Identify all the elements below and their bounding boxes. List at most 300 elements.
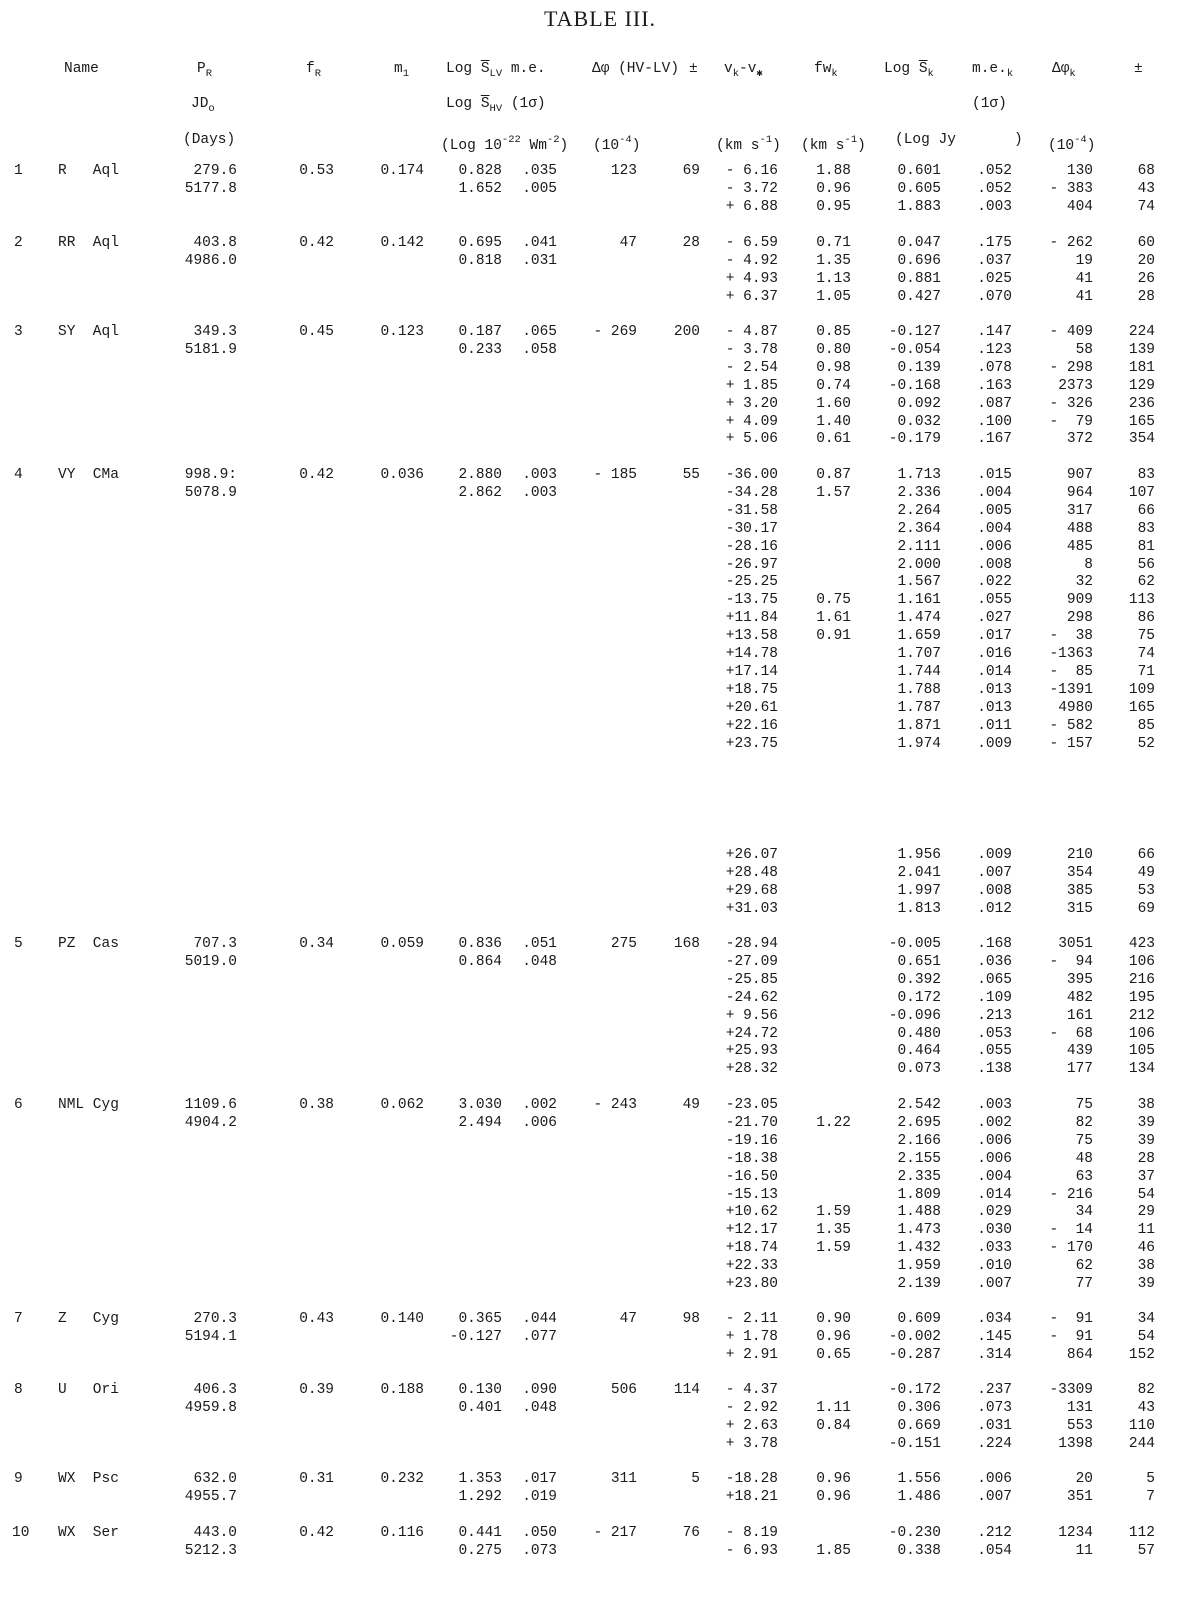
phase-cell: 34 xyxy=(1075,1204,1093,1221)
log-shv-cell: -0.127 xyxy=(449,1328,502,1345)
star-number: 1 xyxy=(14,163,23,179)
error-cell: .052 xyxy=(977,180,1012,197)
phase-cell: 8 xyxy=(1084,556,1093,573)
star-name: NML Cyg xyxy=(58,1097,119,1113)
dphi-error-cell: 55 xyxy=(682,467,700,483)
log-shv-cell: 1.652 xyxy=(458,180,502,197)
error-cell: .224 xyxy=(977,1435,1012,1452)
phase-cell: 131 xyxy=(1066,1399,1093,1416)
error-cell: .123 xyxy=(977,341,1012,358)
star-name: U Ori xyxy=(58,1382,119,1398)
error-cell: .055 xyxy=(977,592,1012,609)
velocity-cell: - 2.11 xyxy=(725,1311,778,1327)
period-cell: 403.8 xyxy=(193,235,237,251)
error-cell: .008 xyxy=(977,882,1012,899)
dphi-cell: - 185 xyxy=(593,467,637,483)
velocity-cell: -28.94 xyxy=(725,936,778,952)
velocity-cell: +23.80 xyxy=(725,1276,778,1292)
phase-cell: 75 xyxy=(1075,1132,1093,1149)
phase-cell: 439 xyxy=(1066,1043,1093,1060)
header-log-sk: Log $\overline{S}_k$ xyxy=(884,61,934,80)
velocity-cell: -18.38 xyxy=(725,1150,778,1167)
phase-cell: 909 xyxy=(1066,592,1093,609)
error-cell: .027 xyxy=(977,610,1012,627)
phase-error-cell: 56 xyxy=(1137,556,1155,573)
velocity-cell: +13.58 xyxy=(725,628,778,645)
dphi-cell: 47 xyxy=(619,1311,637,1327)
velocity-cell: - 8.19 xyxy=(725,1525,778,1541)
velocity-cell: +25.93 xyxy=(725,1043,778,1060)
error-cell: .065 xyxy=(977,971,1012,988)
phase-error-cell: 39 xyxy=(1137,1114,1155,1131)
velocity-cell: -15.13 xyxy=(725,1186,778,1203)
phase-cell: - 582 xyxy=(1049,717,1093,734)
phase-error-cell: 54 xyxy=(1137,1328,1155,1345)
phase-error-cell: 139 xyxy=(1128,341,1155,358)
velocity-cell: + 2.91 xyxy=(725,1346,778,1363)
error-cell: .009 xyxy=(977,735,1012,752)
phase-cell: - 85 xyxy=(1049,663,1093,680)
header-pm-2: ± xyxy=(1134,61,1143,77)
log-flux-cell: 1.883 xyxy=(897,198,941,215)
error-cell: .055 xyxy=(977,1043,1012,1060)
velocity-cell: -18.28 xyxy=(725,1471,778,1487)
phase-cell: 41 xyxy=(1075,270,1093,287)
error-cell: .005 xyxy=(977,502,1012,519)
velocity-cell: + 1.78 xyxy=(725,1328,778,1345)
star-number: 4 xyxy=(14,467,23,483)
jd-cell: 5078.9 xyxy=(184,484,237,501)
fr-cell: 0.31 xyxy=(299,1471,334,1487)
jd-cell: 5177.8 xyxy=(184,180,237,197)
log-flux-cell: 1.161 xyxy=(897,592,941,609)
log-flux-cell: -0.230 xyxy=(888,1525,941,1541)
log-slv-cell: 3.030 xyxy=(458,1097,502,1113)
phase-cell: 351 xyxy=(1066,1488,1093,1505)
phase-error-cell: 68 xyxy=(1137,163,1155,179)
error-cell: .004 xyxy=(977,520,1012,537)
star-number: 7 xyxy=(14,1311,23,1327)
velocity-cell: -25.85 xyxy=(725,971,778,988)
fr-cell: 0.45 xyxy=(299,324,334,340)
dphi-cell: 275 xyxy=(610,936,637,952)
period-cell: 406.3 xyxy=(193,1382,237,1398)
shv-error-cell: .019 xyxy=(522,1488,557,1505)
phase-cell: 32 xyxy=(1075,574,1093,591)
error-cell: .037 xyxy=(977,252,1012,269)
log-flux-cell: 1.488 xyxy=(897,1204,941,1221)
error-cell: .022 xyxy=(977,574,1012,591)
log-flux-cell: 2.695 xyxy=(897,1114,941,1131)
phase-error-cell: 134 xyxy=(1128,1061,1155,1078)
slv-error-cell: .050 xyxy=(522,1525,557,1541)
width-cell: 1.35 xyxy=(816,252,851,269)
star-name: SY Aql xyxy=(58,324,119,340)
header-days: (Days) xyxy=(183,132,236,148)
star-name: RR Aql xyxy=(58,235,119,251)
phase-error-cell: 212 xyxy=(1128,1007,1155,1024)
log-flux-cell: 1.567 xyxy=(897,574,941,591)
phase-cell: - 14 xyxy=(1049,1222,1093,1239)
width-cell: 1.35 xyxy=(816,1222,851,1239)
width-cell: 1.11 xyxy=(816,1399,851,1416)
velocity-cell: +28.48 xyxy=(725,864,778,881)
error-cell: .147 xyxy=(977,324,1012,340)
m1-cell: 0.188 xyxy=(380,1382,424,1398)
error-cell: .087 xyxy=(977,395,1012,412)
shv-error-cell: .048 xyxy=(522,953,557,970)
log-flux-cell: 2.041 xyxy=(897,864,941,881)
width-cell: 1.05 xyxy=(816,288,851,305)
velocity-cell: - 3.78 xyxy=(725,341,778,358)
velocity-cell: - 4.92 xyxy=(725,252,778,269)
shv-error-cell: .077 xyxy=(522,1328,557,1345)
phase-error-cell: 60 xyxy=(1137,235,1155,251)
velocity-cell: -34.28 xyxy=(725,484,778,501)
error-cell: .029 xyxy=(977,1204,1012,1221)
phase-error-cell: 71 xyxy=(1137,663,1155,680)
velocity-cell: +28.32 xyxy=(725,1061,778,1078)
phase-cell: 315 xyxy=(1066,900,1093,917)
phase-cell: 77 xyxy=(1075,1276,1093,1292)
velocity-cell: -25.25 xyxy=(725,574,778,591)
phase-error-cell: 152 xyxy=(1128,1346,1155,1363)
phase-cell: 488 xyxy=(1066,520,1093,537)
header-period: $P_R$ xyxy=(197,61,213,80)
header-dphi-unit: $(10^{-4})$ xyxy=(593,134,641,154)
log-flux-cell: 0.427 xyxy=(897,288,941,305)
period-cell: 279.6 xyxy=(193,163,237,179)
error-cell: .163 xyxy=(977,377,1012,394)
velocity-cell: +17.14 xyxy=(725,663,778,680)
phase-cell: - 409 xyxy=(1049,324,1093,340)
width-cell: 0.74 xyxy=(816,377,851,394)
log-flux-cell: 0.669 xyxy=(897,1417,941,1434)
log-flux-cell: 1.997 xyxy=(897,882,941,899)
phase-cell: - 298 xyxy=(1049,359,1093,376)
phase-error-cell: 28 xyxy=(1137,288,1155,305)
fr-cell: 0.42 xyxy=(299,1525,334,1541)
phase-error-cell: 75 xyxy=(1137,628,1155,645)
header-name: Name xyxy=(64,61,99,77)
log-flux-cell: 1.486 xyxy=(897,1488,941,1505)
slv-error-cell: .017 xyxy=(522,1471,557,1487)
velocity-cell: +22.33 xyxy=(725,1258,778,1275)
log-flux-cell: 1.788 xyxy=(897,681,941,698)
jd-cell: 5212.3 xyxy=(184,1542,237,1559)
log-slv-cell: 0.695 xyxy=(458,235,502,251)
star-name: WX Ser xyxy=(58,1525,119,1541)
velocity-cell: +29.68 xyxy=(725,882,778,899)
phase-cell: - 216 xyxy=(1049,1186,1093,1203)
error-cell: .007 xyxy=(977,1488,1012,1505)
width-cell: 1.57 xyxy=(816,484,851,501)
velocity-cell: +10.62 xyxy=(725,1204,778,1221)
velocity-cell: - 4.87 xyxy=(725,324,778,340)
error-cell: .168 xyxy=(977,936,1012,952)
phase-error-cell: 195 xyxy=(1128,989,1155,1006)
slv-error-cell: .041 xyxy=(522,235,557,251)
header-m1: $m_1$ xyxy=(394,61,410,80)
fr-cell: 0.42 xyxy=(299,235,334,251)
shv-error-cell: .005 xyxy=(522,180,557,197)
dphi-error-cell: 168 xyxy=(673,936,700,952)
dphi-error-cell: 69 xyxy=(682,163,700,179)
phase-cell: 482 xyxy=(1066,989,1093,1006)
width-cell: 0.71 xyxy=(816,235,851,251)
phase-cell: -1391 xyxy=(1049,681,1093,698)
star-name: PZ Cas xyxy=(58,936,119,952)
phase-error-cell: 354 xyxy=(1128,431,1155,448)
log-flux-cell: -0.005 xyxy=(888,936,941,952)
velocity-cell: + 4.93 xyxy=(725,270,778,287)
velocity-cell: -23.05 xyxy=(725,1097,778,1113)
velocity-cell: +23.75 xyxy=(725,735,778,752)
phase-cell: - 326 xyxy=(1049,395,1093,412)
phase-error-cell: 165 xyxy=(1128,413,1155,430)
velocity-cell: +18.21 xyxy=(725,1488,778,1505)
phase-cell: -1363 xyxy=(1049,646,1093,662)
log-shv-cell: 0.401 xyxy=(458,1399,502,1416)
log-shv-cell: 0.233 xyxy=(458,341,502,358)
log-flux-cell: 0.338 xyxy=(897,1542,941,1559)
width-cell: 1.59 xyxy=(816,1240,851,1257)
phase-cell: 404 xyxy=(1066,198,1093,215)
slv-error-cell: .051 xyxy=(522,936,557,952)
width-cell: 1.40 xyxy=(816,413,851,430)
header-mek: $m.e._k$ xyxy=(972,61,1014,80)
phase-cell: 20 xyxy=(1075,1471,1093,1487)
log-flux-cell: 1.959 xyxy=(897,1258,941,1275)
velocity-cell: + 2.63 xyxy=(725,1417,778,1434)
phase-error-cell: 74 xyxy=(1137,646,1155,662)
phase-cell: 48 xyxy=(1075,1150,1093,1167)
log-flux-cell: 1.809 xyxy=(897,1186,941,1203)
log-flux-cell: 1.707 xyxy=(897,646,941,662)
velocity-cell: -28.16 xyxy=(725,538,778,555)
phase-error-cell: 43 xyxy=(1137,1399,1155,1416)
phase-cell: 2373 xyxy=(1058,377,1093,394)
log-flux-cell: -0.179 xyxy=(888,431,941,448)
log-flux-cell: 1.744 xyxy=(897,663,941,680)
slv-error-cell: .003 xyxy=(522,467,557,483)
phase-cell: 1398 xyxy=(1058,1435,1093,1452)
phase-error-cell: 29 xyxy=(1137,1204,1155,1221)
velocity-cell: +20.61 xyxy=(725,699,778,716)
phase-error-cell: 38 xyxy=(1137,1097,1155,1113)
log-shv-cell: 0.818 xyxy=(458,252,502,269)
velocity-cell: -26.97 xyxy=(725,556,778,573)
period-cell: 270.3 xyxy=(193,1311,237,1327)
log-flux-cell: 0.047 xyxy=(897,235,941,251)
log-flux-cell: 0.032 xyxy=(897,413,941,430)
width-cell: 1.61 xyxy=(816,610,851,627)
error-cell: .073 xyxy=(977,1399,1012,1416)
error-cell: .013 xyxy=(977,699,1012,716)
phase-error-cell: 7 xyxy=(1146,1488,1155,1505)
phase-error-cell: 57 xyxy=(1137,1542,1155,1559)
dphi-cell: - 243 xyxy=(593,1097,637,1113)
star-number: 9 xyxy=(14,1471,23,1487)
velocity-cell: -31.58 xyxy=(725,502,778,519)
phase-cell: 161 xyxy=(1066,1007,1093,1024)
log-slv-cell: 0.441 xyxy=(458,1525,502,1541)
log-flux-cell: 0.605 xyxy=(897,180,941,197)
velocity-cell: -36.00 xyxy=(725,467,778,483)
error-cell: .033 xyxy=(977,1240,1012,1257)
log-flux-cell: 0.480 xyxy=(897,1025,941,1042)
phase-error-cell: 39 xyxy=(1137,1132,1155,1149)
log-flux-cell: -0.002 xyxy=(888,1328,941,1345)
header-log-slv: Log $\overline{S}_{LV}$ m.e. xyxy=(446,61,546,80)
phase-cell: - 38 xyxy=(1049,628,1093,645)
header-dphik: $\Delta\varphi_k$ xyxy=(1052,61,1076,80)
phase-error-cell: 26 xyxy=(1137,270,1155,287)
log-flux-cell: 2.542 xyxy=(897,1097,941,1113)
error-cell: .034 xyxy=(977,1311,1012,1327)
header-mek-sigma: (1σ) xyxy=(972,96,1007,112)
error-cell: .070 xyxy=(977,288,1012,305)
log-flux-cell: 2.155 xyxy=(897,1150,941,1167)
velocity-cell: - 6.59 xyxy=(725,235,778,251)
period-cell: 1109.6 xyxy=(184,1097,237,1113)
phase-cell: -3309 xyxy=(1049,1382,1093,1398)
shv-error-cell: .031 xyxy=(522,252,557,269)
phase-cell: 354 xyxy=(1066,864,1093,881)
log-flux-cell: 2.335 xyxy=(897,1168,941,1185)
error-cell: .078 xyxy=(977,359,1012,376)
log-flux-cell: -0.172 xyxy=(888,1382,941,1398)
error-cell: .053 xyxy=(977,1025,1012,1042)
error-cell: .016 xyxy=(977,646,1012,662)
phase-cell: 395 xyxy=(1066,971,1093,988)
fr-cell: 0.34 xyxy=(299,936,334,952)
phase-error-cell: 39 xyxy=(1137,1276,1155,1292)
phase-error-cell: 66 xyxy=(1137,502,1155,519)
error-cell: .010 xyxy=(977,1258,1012,1275)
phase-error-cell: 49 xyxy=(1137,864,1155,881)
phase-cell: 553 xyxy=(1066,1417,1093,1434)
phase-cell: 210 xyxy=(1066,847,1093,863)
log-flux-cell: -0.054 xyxy=(888,341,941,358)
width-cell: 0.65 xyxy=(816,1346,851,1363)
log-flux-cell: 0.392 xyxy=(897,971,941,988)
phase-cell: 41 xyxy=(1075,288,1093,305)
phase-cell: 130 xyxy=(1066,163,1093,179)
header-pm-1: ± xyxy=(689,61,698,77)
velocity-cell: +11.84 xyxy=(725,610,778,627)
phase-cell: 11 xyxy=(1075,1542,1093,1559)
velocity-cell: +14.78 xyxy=(725,646,778,662)
error-cell: .212 xyxy=(977,1525,1012,1541)
slv-error-cell: .044 xyxy=(522,1311,557,1327)
phase-error-cell: 244 xyxy=(1128,1435,1155,1452)
phase-cell: - 170 xyxy=(1049,1240,1093,1257)
error-cell: .314 xyxy=(977,1346,1012,1363)
width-cell: 1.88 xyxy=(816,163,851,179)
log-flux-cell: 1.473 xyxy=(897,1222,941,1239)
phase-cell: 75 xyxy=(1075,1097,1093,1113)
error-cell: .237 xyxy=(977,1382,1012,1398)
phase-cell: 62 xyxy=(1075,1258,1093,1275)
header-fr: $f_R$ xyxy=(306,61,322,80)
width-cell: 0.96 xyxy=(816,1471,851,1487)
m1-cell: 0.142 xyxy=(380,235,424,251)
star-number: 6 xyxy=(14,1097,23,1113)
log-flux-cell: 1.813 xyxy=(897,900,941,917)
phase-cell: 964 xyxy=(1066,484,1093,501)
velocity-cell: -21.70 xyxy=(725,1114,778,1131)
error-cell: .009 xyxy=(977,847,1012,863)
dphi-cell: 123 xyxy=(610,163,637,179)
velocity-cell: + 3.20 xyxy=(725,395,778,412)
log-flux-cell: -0.127 xyxy=(888,324,941,340)
dphi-error-cell: 49 xyxy=(682,1097,700,1113)
phase-cell: - 383 xyxy=(1049,180,1093,197)
log-flux-cell: 2.111 xyxy=(897,538,941,555)
error-cell: .213 xyxy=(977,1007,1012,1024)
error-cell: .052 xyxy=(977,163,1012,179)
phase-error-cell: 43 xyxy=(1137,180,1155,197)
phase-error-cell: 113 xyxy=(1128,592,1155,609)
log-slv-cell: 1.353 xyxy=(458,1471,502,1487)
velocity-cell: +18.75 xyxy=(725,681,778,698)
star-number: 8 xyxy=(14,1382,23,1398)
error-cell: .003 xyxy=(977,1097,1012,1113)
phase-error-cell: 28 xyxy=(1137,1150,1155,1167)
star-name: VY CMa xyxy=(58,467,119,483)
log-flux-cell: 2.336 xyxy=(897,484,941,501)
m1-cell: 0.116 xyxy=(380,1525,424,1541)
phase-error-cell: 5 xyxy=(1146,1471,1155,1487)
log-flux-cell: 1.556 xyxy=(897,1471,941,1487)
error-cell: .167 xyxy=(977,431,1012,448)
phase-error-cell: 105 xyxy=(1128,1043,1155,1060)
error-cell: .006 xyxy=(977,1150,1012,1167)
width-cell: 0.98 xyxy=(816,359,851,376)
log-flux-cell: 1.871 xyxy=(897,717,941,734)
phase-error-cell: 46 xyxy=(1137,1240,1155,1257)
m1-cell: 0.123 xyxy=(380,324,424,340)
log-flux-cell: 0.609 xyxy=(897,1311,941,1327)
error-cell: .025 xyxy=(977,270,1012,287)
log-flux-cell: 2.000 xyxy=(897,556,941,573)
phase-error-cell: 85 xyxy=(1137,717,1155,734)
m1-cell: 0.174 xyxy=(380,163,424,179)
phase-error-cell: 11 xyxy=(1137,1222,1155,1239)
velocity-cell: +18.74 xyxy=(725,1240,778,1257)
jd-cell: 4904.2 xyxy=(184,1114,237,1131)
log-flux-cell: -0.168 xyxy=(888,377,941,394)
star-number: 10 xyxy=(12,1525,30,1541)
header-logsk-unit: (Log Jy xyxy=(895,132,956,148)
jd-cell: 5181.9 xyxy=(184,341,237,358)
fr-cell: 0.42 xyxy=(299,467,334,483)
log-shv-cell: 0.275 xyxy=(458,1542,502,1559)
log-shv-cell: 2.494 xyxy=(458,1114,502,1131)
jd-cell: 4959.8 xyxy=(184,1399,237,1416)
fr-cell: 0.53 xyxy=(299,163,334,179)
log-flux-cell: 2.166 xyxy=(897,1132,941,1149)
velocity-cell: +31.03 xyxy=(725,900,778,917)
phase-error-cell: 423 xyxy=(1128,936,1155,952)
velocity-cell: + 9.56 xyxy=(725,1007,778,1024)
error-cell: .006 xyxy=(977,1471,1012,1487)
header-dphi: Δφ (HV-LV) xyxy=(592,61,680,77)
m1-cell: 0.232 xyxy=(380,1471,424,1487)
log-flux-cell: 2.364 xyxy=(897,520,941,537)
velocity-cell: -19.16 xyxy=(725,1132,778,1149)
